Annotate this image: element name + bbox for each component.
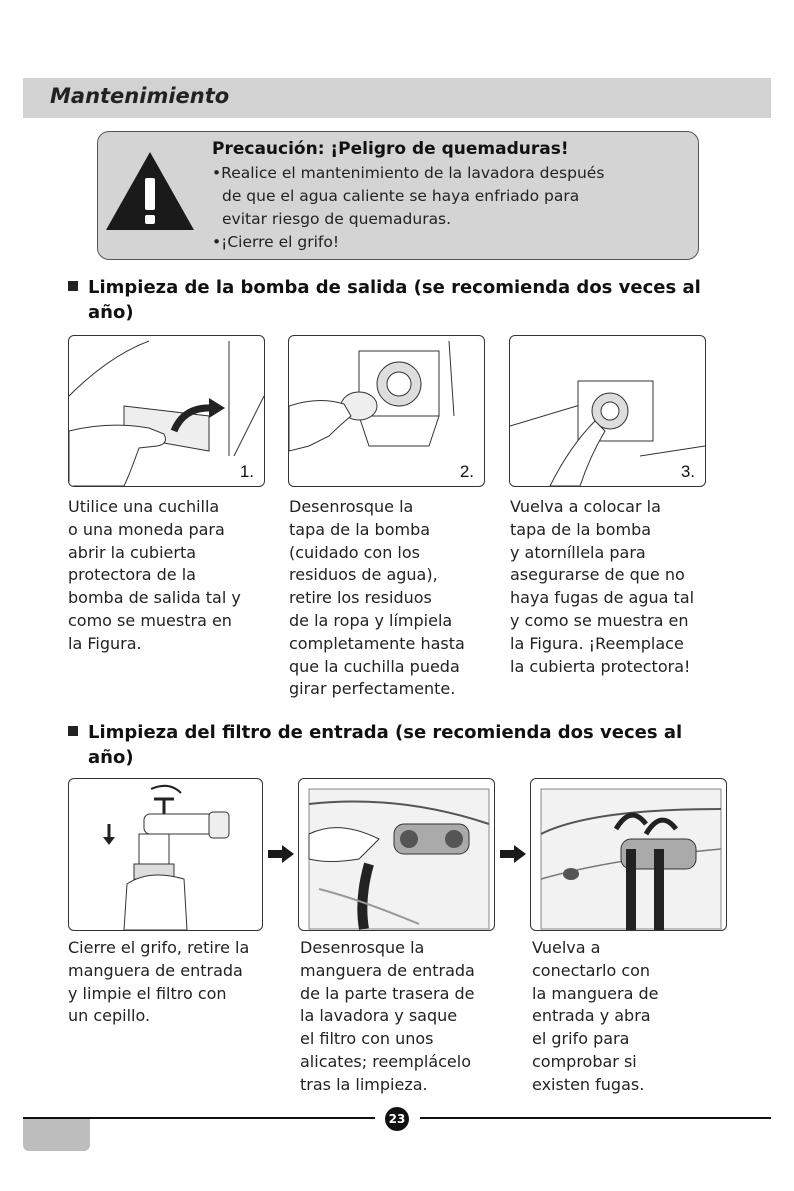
hose-reconnect-illustration	[531, 779, 726, 930]
figure-number: 3.	[680, 462, 695, 481]
caption-filter-2: Desenrosque la manguera de entrada de la parte trasera de la lavadora y saque el filtro con unos alicates; reemplácelo tras la limpieza.	[300, 938, 475, 1094]
hose-removal-illustration	[299, 779, 494, 930]
page-title: Mantenimiento	[50, 84, 230, 108]
caption-pump-3: Vuelva a colocar la tapa de la bomba y atorníllela para asegurarse de que no haya fugas de agua tal y como se muestra en la Figura. ¡Reemplace la cubierta protectora!	[510, 497, 695, 676]
pump-reinstall-illustration	[510, 336, 705, 486]
figure-number: 1.	[239, 462, 254, 481]
figure-number: 2.	[459, 462, 474, 481]
square-bullet-icon	[68, 281, 78, 291]
warning-title: Precaución: ¡Peligro de quemaduras!	[212, 139, 569, 159]
footer-rule-right	[420, 1117, 771, 1119]
figure-pump-1	[68, 335, 265, 487]
square-bullet-icon	[68, 726, 78, 736]
warning-line: •¡Cierre el grifo!	[212, 233, 340, 251]
warning-line: •Realice el mantenimiento de la lavadora después	[212, 164, 605, 182]
warning-triangle-icon	[104, 150, 196, 232]
warning-line: evitar riesgo de quemaduras.	[222, 210, 452, 228]
figure-pump-2	[288, 335, 485, 487]
figure-filter-3	[530, 778, 727, 931]
tap-illustration	[69, 779, 262, 930]
figure-filter-1	[68, 778, 263, 931]
section2-title: Limpieza del filtro de entrada (se recomienda dos veces al año)	[68, 720, 682, 770]
pump-cover-illustration	[69, 336, 264, 486]
caption-pump-1: Utilice una cuchilla o una moneda para abrir la cubierta protectora de la bomba de salida tal y como se muestra en la Figura.	[68, 497, 241, 653]
pump-cap-illustration	[289, 336, 484, 486]
caption-filter-3: Vuelva a conectarlo con la manguera de entrada y abra el grifo para comprobar si existen fugas.	[532, 938, 659, 1094]
page-number: 23	[385, 1107, 409, 1131]
figure-pump-3	[509, 335, 706, 487]
figure-filter-2	[298, 778, 495, 931]
warning-line: de que el agua caliente se haya enfriado para	[222, 187, 580, 205]
arrow-right-icon	[268, 845, 294, 863]
caption-filter-1: Cierre el grifo, retire la manguera de entrada y limpie el filtro con un cepillo.	[68, 938, 250, 1026]
caption-pump-2: Desenrosque la tapa de la bomba (cuidado con los residuos de agua), retire los residuos de la ropa y límpiela completamente hasta que la cuchilla pueda girar perfectamente.	[289, 497, 465, 699]
section1-title: Limpieza de la bomba de salida (se recomienda dos veces al año)	[68, 275, 701, 325]
warning-text	[212, 162, 604, 254]
arrow-right-icon	[500, 845, 526, 863]
footer-tab	[23, 1119, 90, 1151]
